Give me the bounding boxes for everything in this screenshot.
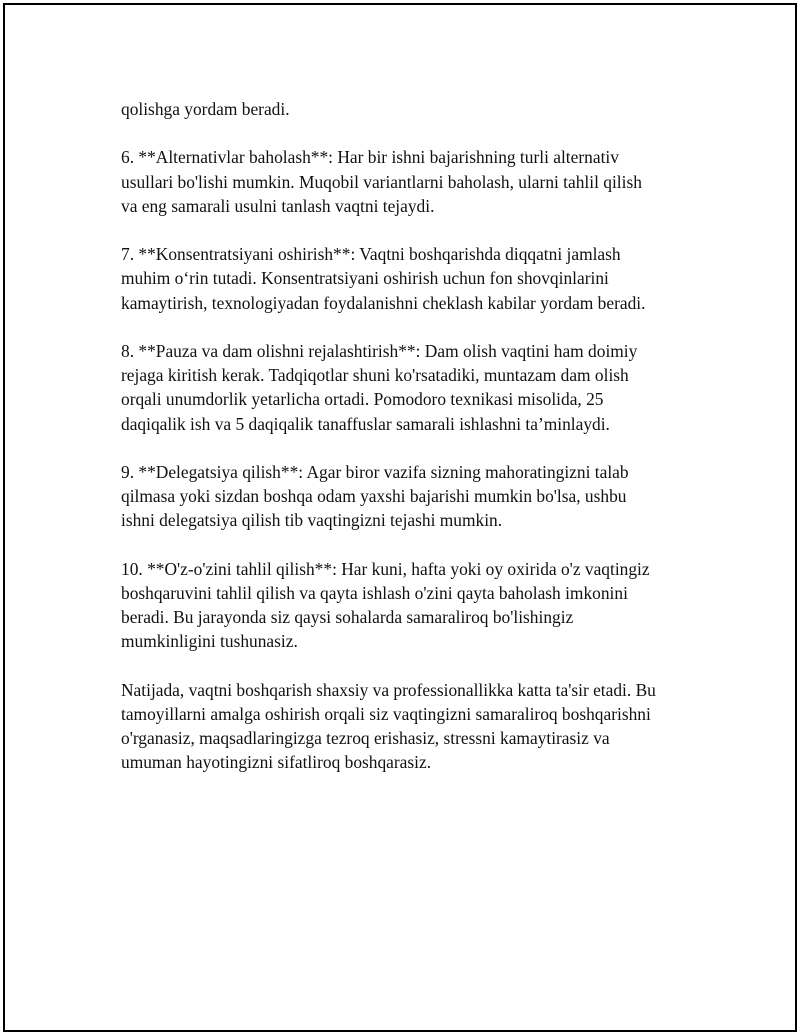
paragraph-item-7: 7. **Konsentratsiyani oshirish**: Vaqtni boshqarishda diqqatni jamlash muhim oʻrin tutadi. Konsentratsiyani oshirish uchun fon shovqinlarini kamaytirish, texnologiyadan foydalanishni cheklash kabilar yordam beradi. [121, 244, 646, 313]
paragraph-item-9: 9. **Delegatsiya qilish**: Agar biror vazifa sizning mahoratingizni talab qilmasa yoki sizdan boshqa odam yaxshi bajarishi mumkin bo'lsa, ushbu ishni delegatsiya qilish tib vaqtingizni tejashi mumkin. [121, 461, 629, 531]
document-body [121, 97, 701, 799]
paragraph-item-10: 10. **O'z-o'zini tahlil qilish**: Har kuni, hafta yoki oy oxirida o'z vaqtingiz boshqaruvini tahlil qilish va qayta ishlash o'zini qayta baholash imkonini beradi. Bu jarayonda siz qaysi sohalarda samaraliroq bo'lishingiz mumkinligini tushunasiz. [121, 558, 650, 652]
paragraph-conclusion: Natijada, vaqtni boshqarish shaxsiy va professionallikka katta ta'sir etadi. Bu tamoyillarni amalga oshirish orqali siz vaqtingizni samaraliroq boshqarishni o'rganasiz, maqsadlaringizga tezroq erishasiz, stressni kamaytirasiz va umuman hayotingizni sifatliroq boshqarasiz. [121, 679, 656, 773]
document-page [3, 3, 797, 1032]
paragraph-item-6: 6. **Alternativlar baholash**: Har bir ishni bajarishning turli alternativ usullari bo'lishi mumkin. Muqobil variantlarni baholash, ularni tahlil qilish va eng samarali usulni tanlash vaqtni tejaydi. [121, 147, 642, 216]
paragraph-continuation: qolishga yordam beradi. [121, 99, 290, 119]
paragraph-item-8: 8. **Pauza va dam olishni rejalashtirish**: Dam olish vaqtini ham doimiy rejaga kiritish kerak. Tadqiqotlar shuni ko'rsatadiki, muntazam dam olish orqali unumdorlik yetarlicha ortadi. Pomodoro texnikasi misolida, 25 daqiqalik ish va 5 daqiqalik tanaffuslar samarali ishlashni ta’minlaydi. [121, 340, 638, 434]
